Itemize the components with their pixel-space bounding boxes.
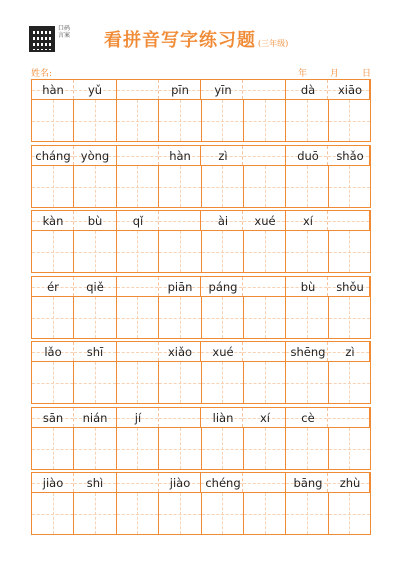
pinyin-label: ài xyxy=(217,214,229,228)
hanzi-writing-row xyxy=(31,100,371,142)
pinyin-label: hàn xyxy=(169,149,191,163)
hanzi-writing-box[interactable] xyxy=(286,428,328,469)
hanzi-writing-row xyxy=(31,362,371,404)
pinyin-label: xí xyxy=(302,214,314,228)
exercise-row xyxy=(31,79,371,142)
hanzi-writing-box[interactable] xyxy=(286,362,328,403)
exercise-row xyxy=(31,210,371,273)
pinyin-label: shī xyxy=(86,345,104,359)
pinyin-label: nián xyxy=(82,411,108,425)
pinyin-row xyxy=(31,145,371,166)
pinyin-label: xiāo xyxy=(337,83,363,97)
pinyin-cell xyxy=(117,277,159,296)
pinyin-label: yīn xyxy=(214,83,232,97)
hanzi-writing-box[interactable] xyxy=(244,493,286,534)
pinyin-cell xyxy=(328,211,370,230)
pinyin-row xyxy=(31,407,371,428)
hanzi-writing-box[interactable] xyxy=(117,100,159,141)
pinyin-cell xyxy=(117,80,159,99)
pinyin-label: ér xyxy=(47,280,59,294)
hanzi-writing-box[interactable] xyxy=(74,362,116,403)
pinyin-label: cháng xyxy=(35,149,71,163)
worksheet-title xyxy=(104,26,288,52)
hanzi-writing-box[interactable] xyxy=(74,100,116,141)
hanzi-writing-box[interactable] xyxy=(286,231,328,272)
hanzi-writing-box[interactable] xyxy=(74,231,116,272)
hanzi-writing-box[interactable] xyxy=(244,362,286,403)
pinyin-label: yòng xyxy=(80,149,110,163)
hanzi-writing-box[interactable] xyxy=(74,166,116,207)
pinyin-cell xyxy=(243,342,285,361)
pinyin-label: sān xyxy=(42,411,64,425)
hanzi-writing-box[interactable] xyxy=(244,100,286,141)
hanzi-writing-box[interactable] xyxy=(244,428,286,469)
exercise-row xyxy=(31,276,371,339)
hanzi-writing-box[interactable] xyxy=(32,231,74,272)
hanzi-writing-box[interactable] xyxy=(74,493,116,534)
pinyin-cell xyxy=(243,473,285,492)
hanzi-writing-box[interactable] xyxy=(202,231,244,272)
pinyin-label: kàn xyxy=(42,214,64,228)
pinyin-label: qiě xyxy=(86,280,104,294)
hanzi-writing-box[interactable] xyxy=(202,297,244,338)
hanzi-writing-box[interactable] xyxy=(329,493,370,534)
pinyin-label: duō xyxy=(297,149,319,163)
hanzi-writing-box[interactable] xyxy=(74,428,116,469)
hanzi-writing-box[interactable] xyxy=(159,362,201,403)
hanzi-writing-box[interactable] xyxy=(117,362,159,403)
hanzi-writing-box[interactable] xyxy=(159,297,201,338)
hanzi-writing-box[interactable] xyxy=(117,231,159,272)
pinyin-label: jiào xyxy=(42,476,64,490)
hanzi-writing-box[interactable] xyxy=(32,493,74,534)
pinyin-label: lǎo xyxy=(44,345,62,359)
pinyin-label: shǒu xyxy=(336,280,364,294)
pinyin-label: zì xyxy=(345,345,355,359)
pinyin-label: qǐ xyxy=(132,214,144,228)
pinyin-label: bāng xyxy=(293,476,323,490)
pinyin-cell xyxy=(243,80,285,99)
pinyin-cell xyxy=(117,342,159,361)
pinyin-label: xí xyxy=(259,411,271,425)
year-label: 年 xyxy=(298,69,308,79)
hanzi-writing-box[interactable] xyxy=(159,231,201,272)
pinyin-label: piān xyxy=(167,280,193,294)
pinyin-cell xyxy=(117,473,159,492)
pinyin-cell xyxy=(243,277,285,296)
pinyin-label: jiào xyxy=(169,476,191,490)
hanzi-writing-box[interactable] xyxy=(117,428,159,469)
pinyin-label: shì xyxy=(86,476,104,490)
hanzi-writing-box[interactable] xyxy=(202,100,244,141)
exercise-row xyxy=(31,472,371,535)
hanzi-writing-box[interactable] xyxy=(32,100,74,141)
pinyin-label: dà xyxy=(300,83,316,97)
pinyin-label: liàn xyxy=(212,411,234,425)
pinyin-label: jí xyxy=(134,411,142,425)
hanzi-writing-box[interactable] xyxy=(244,297,286,338)
qr-code-icon xyxy=(29,26,55,52)
pinyin-label: cè xyxy=(301,411,315,425)
pinyin-label: xué xyxy=(254,214,276,228)
hanzi-writing-box[interactable] xyxy=(32,428,74,469)
exercise-row xyxy=(31,145,371,208)
pinyin-label: chéng xyxy=(205,476,241,490)
pinyin-cell xyxy=(328,408,370,427)
hanzi-writing-box[interactable] xyxy=(329,100,370,141)
hanzi-writing-box[interactable] xyxy=(117,297,159,338)
hanzi-writing-box[interactable] xyxy=(159,493,201,534)
pinyin-row xyxy=(31,276,371,297)
hanzi-writing-box[interactable] xyxy=(159,166,201,207)
hanzi-writing-box[interactable] xyxy=(159,428,201,469)
hanzi-writing-row xyxy=(31,493,371,535)
month-label: 月 xyxy=(330,69,340,79)
hanzi-writing-box[interactable] xyxy=(202,428,244,469)
hanzi-writing-box[interactable] xyxy=(32,362,74,403)
pinyin-label: yǔ xyxy=(87,83,103,97)
hanzi-writing-box[interactable] xyxy=(329,166,370,207)
pinyin-row xyxy=(31,341,371,362)
pinyin-label: zhù xyxy=(339,476,361,490)
hanzi-writing-box[interactable] xyxy=(74,297,116,338)
hanzi-writing-box[interactable] xyxy=(202,166,244,207)
hanzi-writing-box[interactable] xyxy=(329,231,370,272)
hanzi-writing-box[interactable] xyxy=(202,362,244,403)
hanzi-writing-box[interactable] xyxy=(244,231,286,272)
pinyin-label: hàn xyxy=(42,83,64,97)
pinyin-row xyxy=(31,210,371,231)
hanzi-writing-box[interactable] xyxy=(329,297,370,338)
pinyin-row xyxy=(31,472,371,493)
hanzi-writing-box[interactable] xyxy=(117,493,159,534)
grade-label: (三年级) xyxy=(258,39,289,48)
hanzi-writing-box[interactable] xyxy=(244,166,286,207)
hanzi-writing-box[interactable] xyxy=(159,100,201,141)
hanzi-writing-box[interactable] xyxy=(286,166,328,207)
hanzi-writing-row xyxy=(31,297,371,339)
exercise-row xyxy=(31,341,371,404)
hanzi-writing-box[interactable] xyxy=(32,297,74,338)
hanzi-writing-box[interactable] xyxy=(32,166,74,207)
hanzi-writing-row xyxy=(31,428,371,470)
name-label: 姓名: xyxy=(31,69,53,79)
pinyin-label: bù xyxy=(87,214,103,228)
pinyin-cell xyxy=(159,408,201,427)
pinyin-cell xyxy=(117,146,159,165)
pinyin-label: xiǎo xyxy=(167,345,193,359)
pinyin-row xyxy=(31,79,371,100)
exercise-row xyxy=(31,407,371,470)
pinyin-label: pīn xyxy=(171,83,189,97)
hanzi-writing-row xyxy=(31,231,371,273)
pinyin-label: páng xyxy=(208,280,238,294)
hanzi-writing-box[interactable] xyxy=(286,100,328,141)
pinyin-cell xyxy=(243,146,285,165)
hanzi-writing-row xyxy=(31,166,371,208)
hanzi-writing-box[interactable] xyxy=(329,428,370,469)
hanzi-writing-box[interactable] xyxy=(202,493,244,534)
hanzi-writing-box[interactable] xyxy=(117,166,159,207)
qr-code-label: 口码言案 xyxy=(58,25,71,39)
pinyin-label: xué xyxy=(212,345,234,359)
hanzi-writing-box[interactable] xyxy=(329,362,370,403)
title-text: 看拼音写字练习题 xyxy=(104,30,256,51)
pinyin-label: shǎo xyxy=(336,149,364,163)
pinyin-label: zì xyxy=(218,149,228,163)
hanzi-writing-box[interactable] xyxy=(286,493,328,534)
pinyin-label: bù xyxy=(300,280,316,294)
hanzi-writing-box[interactable] xyxy=(286,297,328,338)
day-label: 日 xyxy=(362,69,372,79)
pinyin-label: shēng xyxy=(290,345,326,359)
pinyin-cell xyxy=(159,211,201,230)
